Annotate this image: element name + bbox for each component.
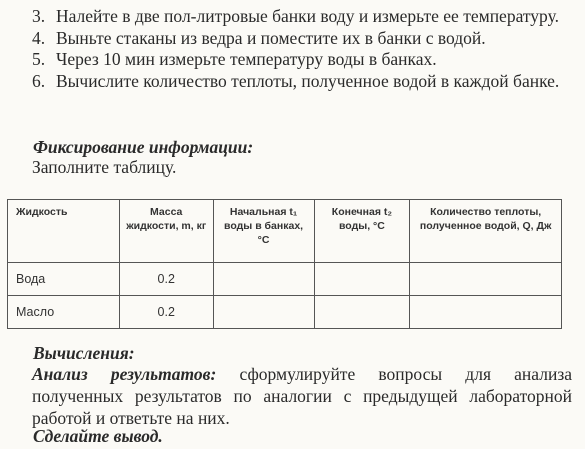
- cell-final-temp[interactable]: [314, 263, 410, 296]
- cell-final-temp[interactable]: [314, 296, 410, 329]
- header-heat: Количество теплоты, полученное водой, Q, Дж: [410, 200, 562, 263]
- calculations-heading: Вычисления:: [33, 343, 135, 363]
- cell-liquid: Вода: [8, 263, 120, 296]
- step-3: [32, 6, 572, 28]
- fill-table-instruction: Заполните таблицу.: [32, 157, 177, 177]
- analysis-paragraph: [32, 363, 572, 429]
- cell-heat[interactable]: [410, 263, 562, 296]
- results-table: [7, 199, 562, 329]
- step-number: 5.: [32, 49, 46, 69]
- step-text: Налейте в две пол-литровые банки воду и измерьте ее температуру.: [56, 6, 559, 26]
- table-row: [8, 263, 562, 296]
- step-6: [32, 71, 572, 93]
- step-text: Вычислите количество теплоты, полученное водой в каждой банке.: [56, 70, 560, 91]
- step-4: [32, 28, 572, 50]
- step-number: 4.: [32, 27, 46, 48]
- cell-mass: 0.2: [119, 296, 213, 329]
- fix-heading: Фиксирование информации:: [33, 137, 254, 157]
- cell-liquid: Масло: [8, 296, 120, 329]
- header-mass: Масса жидкости, m, кг: [119, 200, 213, 263]
- step-5: [32, 49, 572, 71]
- step-number: 6.: [32, 70, 46, 91]
- conclusion-heading: Сделайте вывод.: [33, 426, 163, 446]
- analysis-text: сформулируйте вопросы для анализа полученных результатов по аналогии с предыдущей лабораторной работой и ответьте на них.: [32, 364, 573, 428]
- header-initial-temp: Начальная t₁ воды в банках, °С: [213, 200, 314, 263]
- step-text: Выньте стаканы из ведра и поместите их в банки с водой.: [56, 27, 486, 48]
- cell-initial-temp[interactable]: [213, 296, 314, 329]
- table-row: [8, 296, 562, 329]
- cell-mass: 0.2: [119, 263, 213, 296]
- header-liquid: Жидкость: [8, 200, 120, 263]
- procedure-steps: [32, 6, 572, 92]
- analysis-label: Анализ результатов:: [32, 364, 217, 384]
- cell-initial-temp[interactable]: [213, 263, 314, 296]
- step-text: Через 10 мин измерьте температуру воды в банках.: [56, 49, 437, 69]
- step-number: 3.: [32, 6, 46, 26]
- header-final-temp: Конечная t₂ воды, °С: [314, 200, 410, 263]
- table-header-row: [8, 200, 562, 263]
- cell-heat[interactable]: [410, 296, 562, 329]
